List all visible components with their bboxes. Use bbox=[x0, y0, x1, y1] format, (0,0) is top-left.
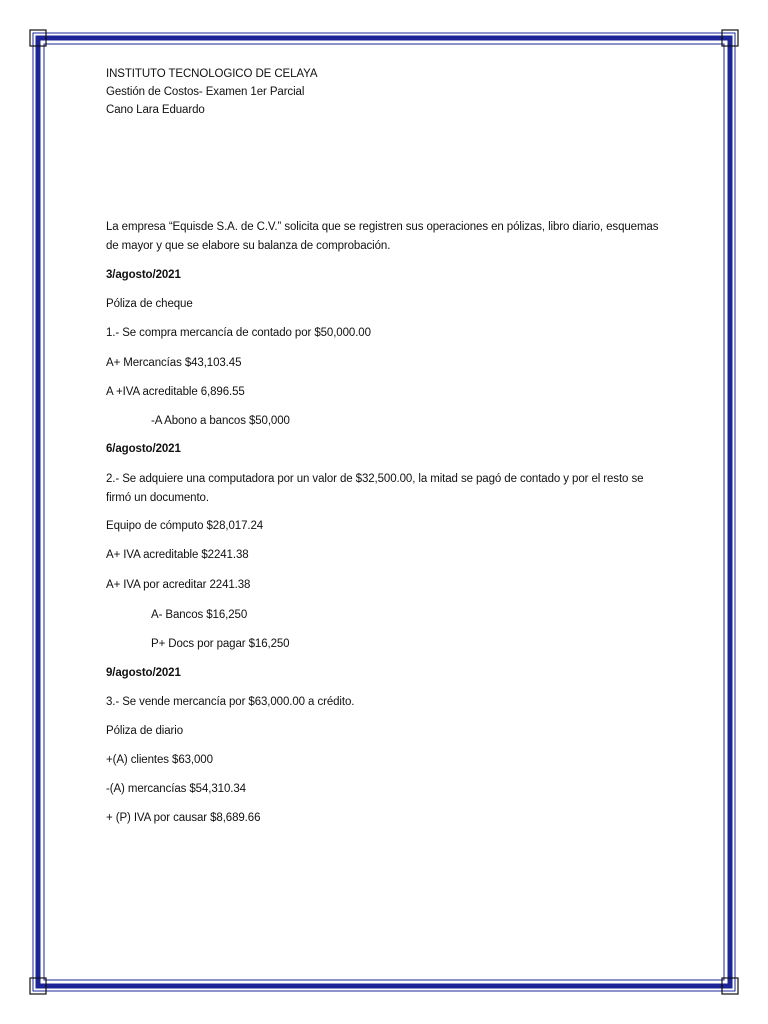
section2-line: Equipo de cómputo $28,017.24 bbox=[106, 520, 264, 532]
section3-policy: Póliza de diario bbox=[106, 725, 184, 737]
header-student: Cano Lara Eduardo bbox=[106, 104, 205, 116]
section1-line: -A Abono a bancos $50,000 bbox=[151, 415, 290, 427]
header-course: Gestión de Costos- Examen 1er Parcial bbox=[106, 86, 305, 98]
section3-operation: 3.- Se vende mercancía por $63,000.00 a crédito. bbox=[106, 696, 355, 708]
section1-policy: Póliza de cheque bbox=[106, 298, 193, 310]
section2-line: A- Bancos $16,250 bbox=[151, 609, 248, 621]
section2-line: A+ IVA por acreditar 2241.38 bbox=[106, 579, 251, 591]
section1-line: A +IVA acreditable 6,896.55 bbox=[106, 386, 245, 398]
section3-line: -(A) mercancías $54,310.34 bbox=[106, 783, 246, 795]
section2-line: A+ IVA acreditable $2241.38 bbox=[106, 549, 249, 561]
section3-line: +(A) clientes $63,000 bbox=[106, 754, 213, 766]
section3-line: + (P) IVA por causar $8,689.66 bbox=[106, 812, 261, 824]
section1-date: 3/agosto/2021 bbox=[106, 269, 181, 281]
header-institute: INSTITUTO TECNOLOGICO DE CELAYA bbox=[106, 68, 318, 80]
intro-paragraph: La empresa “Equisde S.A. de C.V.” solicita que se registren sus operaciones en pólizas, libro diario, esquemas de mayor y que se elabore su balanza de comprobación. bbox=[106, 221, 659, 252]
section2-line: P+ Docs por pagar $16,250 bbox=[151, 638, 290, 650]
section1-line: A+ Mercancías $43,103.45 bbox=[106, 357, 242, 369]
section1-operation: 1.- Se compra mercancía de contado por $50,000.00 bbox=[106, 327, 371, 339]
section3-date: 9/agosto/2021 bbox=[106, 667, 181, 679]
section2-operation: 2.- Se adquiere una computadora por un valor de $32,500.00, la mitad se pagó de contado y por el resto se firmó un documento. bbox=[106, 473, 644, 504]
section2-date: 6/agosto/2021 bbox=[106, 443, 181, 455]
